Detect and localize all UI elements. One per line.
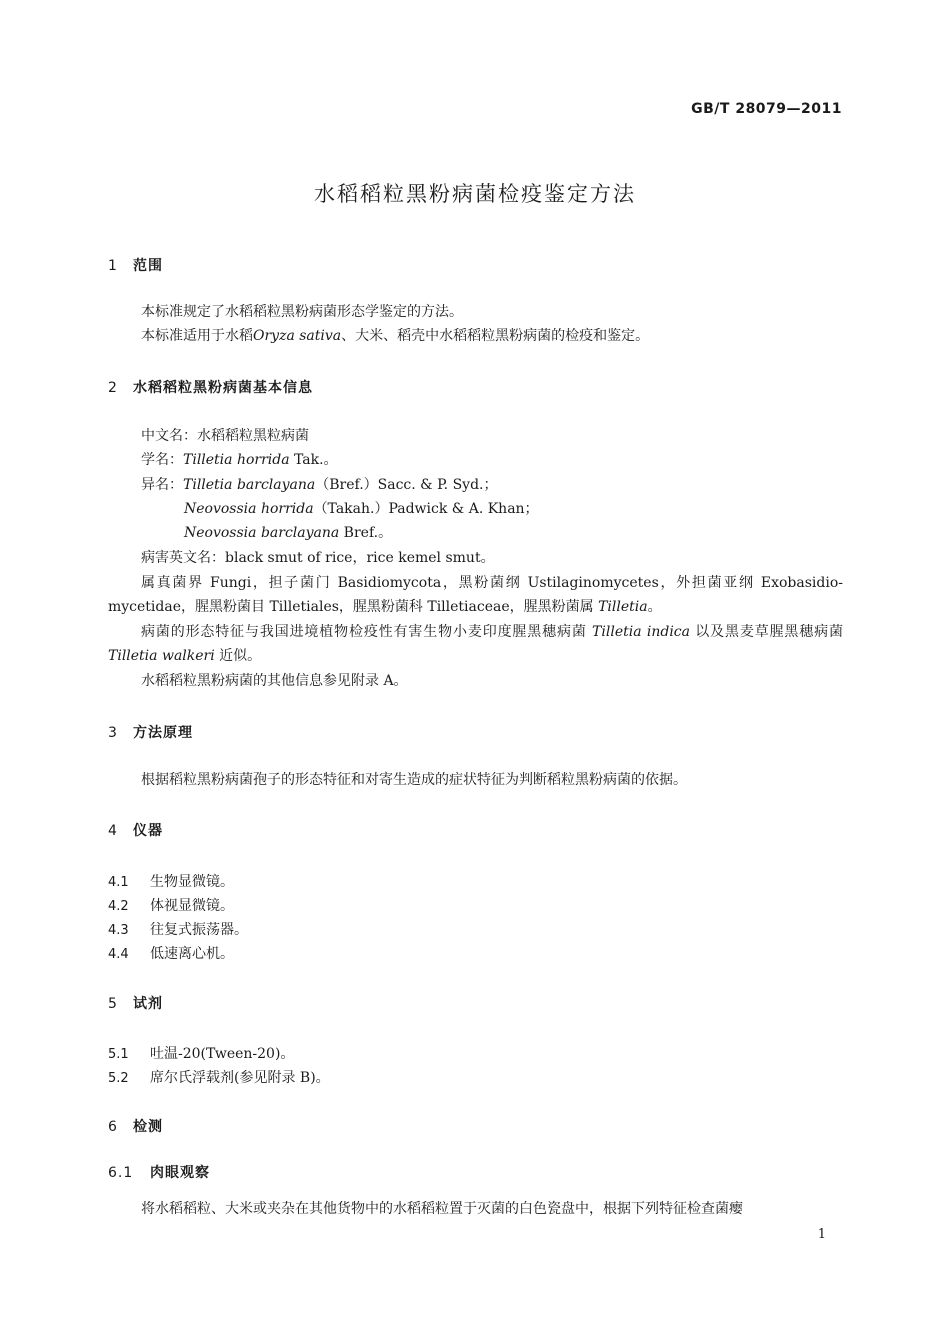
latin-name: Tilletia walkeri xyxy=(108,648,215,664)
latin-name: Tilletia indica xyxy=(592,624,690,640)
text-span: 。 xyxy=(647,599,662,615)
s1-paragraph-1: 本标准规定了水稻稻粒黑粉病菌形态学鉴定的方法。 xyxy=(141,304,463,320)
item-number: 5.1 xyxy=(108,1047,129,1062)
latin-name: Neovossia barclayana xyxy=(184,525,340,541)
item-number: 4.2 xyxy=(108,899,129,914)
list-item xyxy=(108,1043,294,1063)
text-span: 异名： xyxy=(141,477,183,493)
text-span: （Takah.）Padwick & A. Khan； xyxy=(313,501,539,517)
latin-name: Oryza sativa xyxy=(253,328,342,344)
section-title: 仪器 xyxy=(133,823,163,839)
page-number: 1 xyxy=(817,1227,826,1242)
text-span: Bref.。 xyxy=(339,525,393,541)
synonym-1 xyxy=(108,473,876,497)
section-number: 4 xyxy=(108,823,118,839)
item-text: 体视显微镜。 xyxy=(150,898,234,914)
section-title: 范围 xyxy=(133,258,163,274)
item-text: 席尔氏浮载剂(参见附录 B)。 xyxy=(150,1070,330,1086)
s1-paragraph-2 xyxy=(108,324,876,348)
section-number: 6 xyxy=(108,1119,118,1135)
subsection-title: 肉眼观察 xyxy=(150,1165,210,1181)
section-number: 1 xyxy=(108,258,118,274)
section-4-heading xyxy=(108,820,163,840)
section-2-heading xyxy=(108,377,313,397)
s6-paragraph-1: 将水稻稻粒、大米或夹杂在其他货物中的水稻稻粒置于灭菌的白色瓷盘中，根据下列特征检查菌瘿 xyxy=(141,1201,743,1217)
text-span: （Bref.）Sacc. & P. Syd.； xyxy=(315,477,498,493)
subsection-6-1-heading xyxy=(108,1162,210,1182)
similarity-paragraph xyxy=(108,620,843,668)
latin-name: Tilletia barclayana xyxy=(183,477,316,493)
section-title: 试剂 xyxy=(133,996,163,1012)
section-title: 方法原理 xyxy=(133,725,193,741)
synonym-3 xyxy=(108,521,919,545)
list-item xyxy=(108,943,234,963)
item-text: 低速离心机。 xyxy=(150,946,234,962)
item-number: 4.1 xyxy=(108,875,129,890)
taxonomy-paragraph xyxy=(108,571,843,619)
item-number: 4.4 xyxy=(108,947,129,962)
item-text: 生物显微镜。 xyxy=(150,874,234,890)
item-text: 吐温-20(Tween-20)。 xyxy=(150,1046,295,1062)
section-number: 3 xyxy=(108,725,118,741)
text-span: 学名： xyxy=(141,452,183,468)
item-number: 5.2 xyxy=(108,1071,129,1086)
list-item xyxy=(108,1067,330,1087)
section-3-heading xyxy=(108,722,193,742)
section-number: 5 xyxy=(108,996,118,1012)
latin-name: Tilletia xyxy=(598,599,648,615)
list-item xyxy=(108,919,248,939)
section-1-heading xyxy=(108,255,163,275)
latin-name: Neovossia horrida xyxy=(184,501,314,517)
text-span: 病菌的形态特征与我国进境植物检疫性有害生物小麦印度腥黑穗病菌 xyxy=(141,624,593,640)
section-6-heading xyxy=(108,1116,163,1136)
list-item xyxy=(108,871,234,891)
section-5-heading xyxy=(108,993,163,1013)
item-number: 4.3 xyxy=(108,923,129,938)
section-title: 水稻稻粒黑粉病菌基本信息 xyxy=(133,380,313,396)
item-text: 往复式振荡器。 xyxy=(150,922,248,938)
list-item xyxy=(108,895,234,915)
subsection-number: 6.1 xyxy=(108,1165,134,1181)
english-name: 病害英文名：black smut of rice，rice kemel smut。 xyxy=(141,550,495,566)
text-span: Tak.。 xyxy=(289,452,338,468)
appendix-reference: 水稻稻粒黑粉病菌的其他信息参见附录 A。 xyxy=(141,673,408,689)
latin-name: Tilletia horrida xyxy=(183,452,290,468)
scientific-name xyxy=(108,448,876,472)
section-title: 检测 xyxy=(133,1119,163,1135)
document-title: 水稻稻粒黑粉病菌检疫鉴定方法 xyxy=(314,182,636,206)
text-span: 本标准适用于水稻 xyxy=(141,328,253,344)
text-span: 属真菌界 Fungi，担子菌门 Basidiomycota，黑粉菌纲 Ustilaginomycetes，外担菌亚纲 Exobasidio-mycetidae，腥黑粉菌目 Tilletiales，腥黑粉菌科 Tilletiaceae，腥黑粉菌属 xyxy=(108,575,843,615)
chinese-name: 中文名：水稻稻粒黑粒病菌 xyxy=(141,428,309,444)
text-span: 以及黑麦草腥黑穗病菌 xyxy=(689,624,844,640)
section-number: 2 xyxy=(108,380,118,396)
text-span: 近似。 xyxy=(214,648,262,664)
standard-code: GB/T 28079—2011 xyxy=(691,101,842,117)
synonym-2 xyxy=(108,497,919,521)
s3-paragraph-1: 根据稻粒黑粉病菌孢子的形态特征和对寄生造成的症状特征为判断稻粒黑粉病菌的依据。 xyxy=(141,772,687,788)
text-span: 、大米、稻壳中水稻稻粒黑粉病菌的检疫和鉴定。 xyxy=(341,328,650,344)
